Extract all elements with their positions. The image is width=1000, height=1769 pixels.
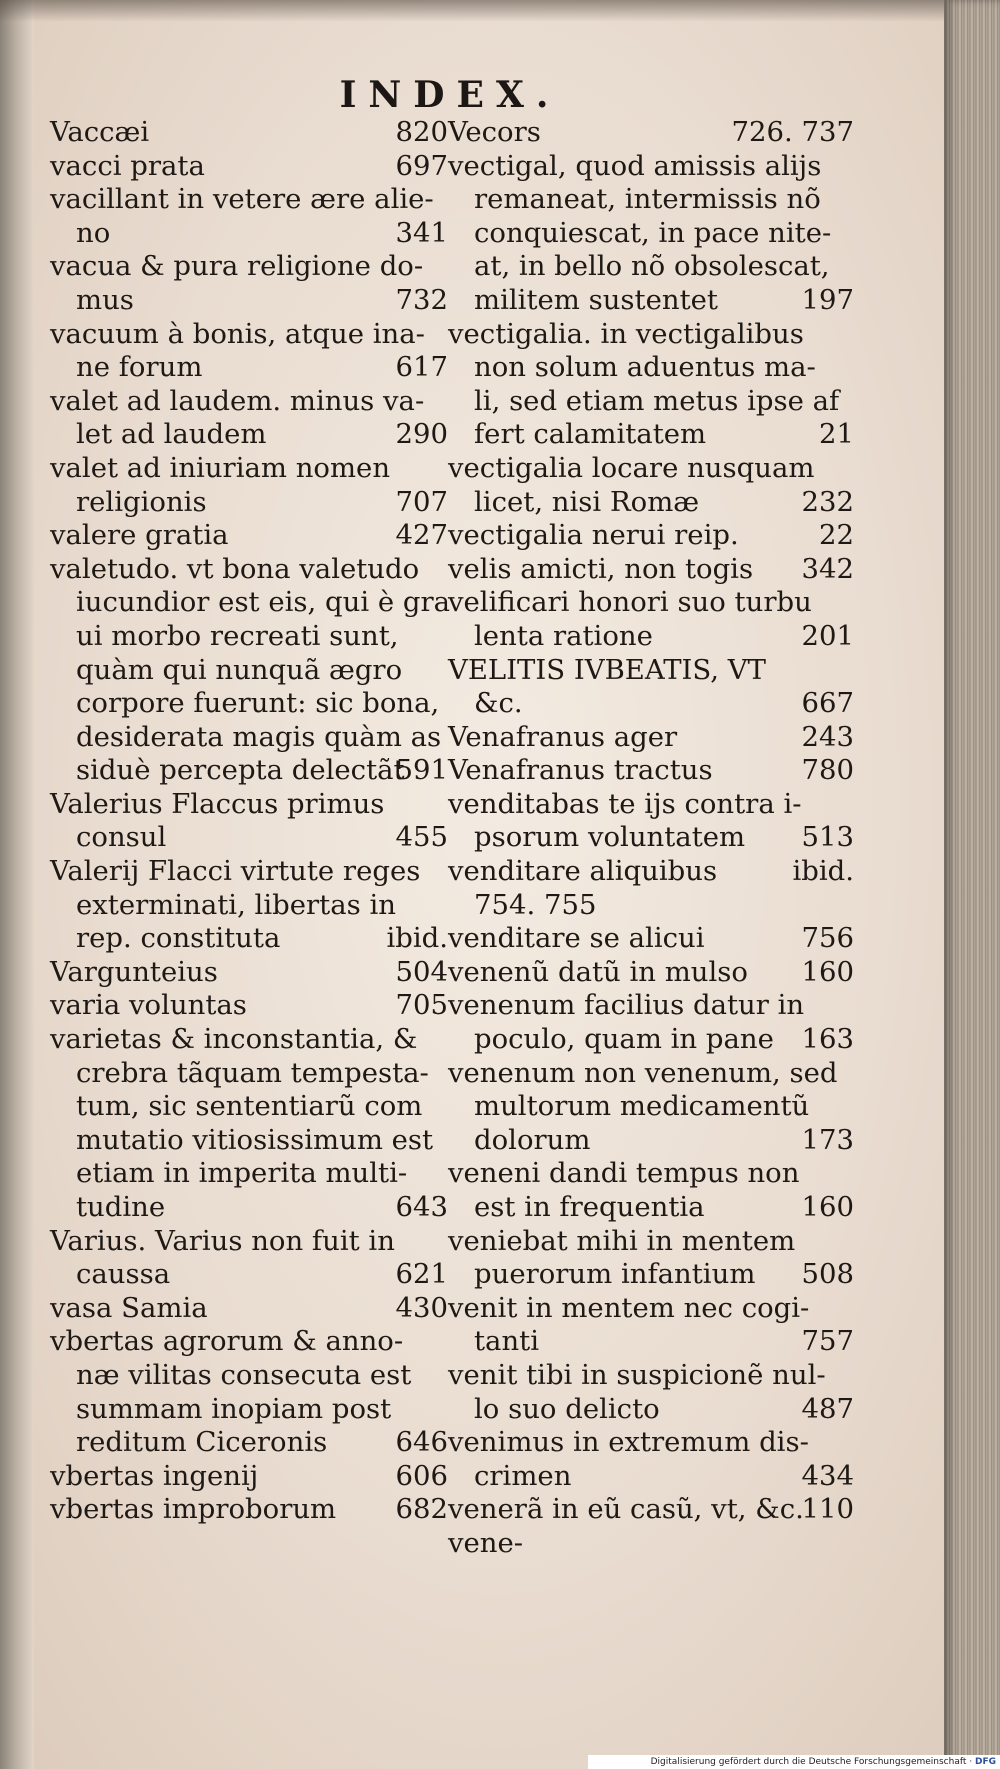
footer-text: Digitalisierung gefördert durch die Deutsche Forschungsgemeinschaft ·: [650, 1757, 973, 1767]
index-entry-line: [448, 1157, 854, 1191]
page-reference: 606: [395, 1459, 448, 1492]
entry-text: li, sed etiam metus ipse af: [474, 384, 840, 417]
index-entry-line: [448, 116, 854, 150]
entry-text: consul: [76, 821, 167, 854]
entry-text: &c.: [474, 687, 523, 720]
index-entry-line: [448, 922, 854, 956]
index-entry-line: [50, 754, 448, 788]
index-entry-line: [448, 1191, 854, 1225]
index-entry-line: [448, 754, 854, 788]
page-reference: 621: [395, 1258, 448, 1291]
page-gutter: [0, 0, 34, 1769]
page-reference: 434: [801, 1459, 854, 1492]
index-entry-line: [50, 586, 451, 620]
page-reference: 591: [395, 754, 448, 787]
index-entry-line: [50, 620, 448, 654]
entry-text: venenum non venenum, sed: [448, 1056, 838, 1089]
entry-text: vbertas improborum: [50, 1493, 337, 1526]
index-entry-line: [50, 1460, 448, 1494]
entry-text: valetudo. vt bona valetudo: [50, 552, 420, 585]
page-reference: 232: [801, 485, 854, 518]
entry-text: Vaccæi: [50, 116, 150, 148]
entry-text: remaneat, intermissis nõ: [474, 183, 821, 216]
entry-text: desiderata magis quàm as: [76, 720, 442, 753]
entry-text: dolorum: [474, 1123, 591, 1156]
entry-text: vbertas agrorum & anno-: [50, 1325, 404, 1358]
index-entry-line: [50, 889, 448, 923]
entry-text: vectigalia locare nusquam: [448, 451, 815, 484]
digitization-footer: [588, 1755, 1000, 1769]
entry-text: rep. constituta: [76, 922, 281, 955]
page-reference: ibid.: [792, 855, 854, 888]
entry-text: Vargunteius: [50, 955, 218, 988]
index-entry-line: [50, 1493, 448, 1527]
entry-text: multorum medicamentũ: [474, 1090, 810, 1123]
index-entry-line: [50, 1057, 448, 1091]
page-reference: 732: [395, 283, 448, 316]
entry-text: conquiescat, in pace nite-: [474, 216, 832, 249]
page-reference: 682: [395, 1493, 448, 1526]
entry-text: vectigal, quod amissis alijs: [448, 149, 822, 182]
index-entry-line: [448, 1292, 854, 1326]
entry-text: venenum facilius datur in: [448, 989, 805, 1022]
page-reference: 513: [801, 821, 854, 854]
page-reference: 342: [801, 552, 854, 585]
index-entry-line: [448, 1493, 854, 1527]
page-reference: 160: [801, 1191, 854, 1223]
index-entry-line: [50, 1090, 448, 1124]
index-entry-line: [448, 989, 854, 1023]
index-entry-line: [448, 855, 854, 889]
entry-text: let ad laudem: [76, 418, 267, 451]
page-reference: 780: [801, 754, 854, 787]
page-reference: 726. 737: [731, 116, 854, 148]
page-heading: INDEX.: [339, 74, 561, 116]
page-reference: ibid.: [386, 922, 448, 955]
index-entry-line: [50, 654, 448, 688]
entry-text: tum, sic sententiarũ com: [76, 1090, 423, 1123]
index-entry-line: [448, 1124, 854, 1158]
index-column-right: [448, 116, 854, 1561]
index-entry-line: [50, 922, 448, 956]
entry-text: veneni dandi tempus non: [448, 1157, 800, 1190]
entry-text: venenũ datũ in mulso: [448, 955, 748, 988]
entry-text: iucundior est eis, qui è gra: [76, 586, 451, 619]
index-entry-line: [50, 989, 448, 1023]
index-entry-line: [448, 318, 854, 352]
entry-text: no: [76, 216, 111, 249]
entry-text: at, in bello nõ obsolescat,: [474, 250, 830, 283]
entry-text: reditum Ciceronis: [76, 1426, 328, 1459]
page-reference: 617: [395, 351, 448, 384]
entry-text: næ vilitas consecuta est: [76, 1358, 412, 1391]
page-reference: 504: [395, 955, 448, 988]
page-reference: 21: [819, 418, 854, 451]
index-entry-line: [50, 687, 448, 721]
index-entry-line: [448, 418, 854, 452]
entry-text: religionis: [76, 485, 207, 518]
entry-text: venimus in extremum dis-: [448, 1426, 809, 1459]
entry-text: varia voluntas: [50, 989, 247, 1022]
entry-text: vacuum à bonis, atque ina-: [50, 317, 425, 350]
page-reference: 243: [801, 720, 854, 753]
page-reference: 173: [801, 1123, 854, 1156]
index-entry-line: [448, 821, 854, 855]
entry-text: caussa: [76, 1258, 171, 1291]
page-reference: 110: [801, 1493, 854, 1526]
index-entry-line: [50, 486, 448, 520]
page-reference: 508: [801, 1258, 854, 1291]
index-entry-line: [50, 1225, 448, 1259]
entry-text: tanti: [474, 1325, 540, 1358]
index-entry-line: [448, 1057, 854, 1091]
page-reference: 427: [395, 519, 448, 552]
index-entry-line: [448, 1359, 854, 1393]
index-entry-line: [448, 721, 854, 755]
index-entry-line: [448, 183, 854, 217]
entry-text: Vecors: [448, 116, 541, 148]
index-entry-line: [50, 452, 448, 486]
index-entry-line: [50, 351, 448, 385]
page-reference: 430: [395, 1291, 448, 1324]
entry-text: venit in mentem nec cogi-: [448, 1291, 810, 1324]
page-reference: 646: [395, 1426, 448, 1459]
index-entry-line: [50, 1393, 448, 1427]
index-entry-line: [50, 318, 448, 352]
page-reference: 756: [801, 922, 854, 955]
entry-text: fert calamitatem: [474, 418, 707, 451]
page-reference: 197: [801, 283, 854, 316]
page-reference: 820: [395, 116, 448, 148]
entry-text: Venafranus ager: [448, 720, 678, 753]
entry-text: valet ad laudem. minus va-: [50, 384, 425, 417]
entry-text: crimen: [474, 1459, 572, 1492]
index-entry-line: [50, 1292, 448, 1326]
index-entry-line: [448, 1225, 854, 1259]
index-entry-line: [448, 217, 854, 251]
index-entry-line: [50, 150, 448, 184]
index-entry-line: [50, 116, 448, 150]
index-entry-line: [50, 855, 448, 889]
page-reference: 757: [801, 1325, 854, 1358]
entry-text: ne forum: [76, 351, 203, 384]
index-entry-line: [50, 1325, 448, 1359]
page-reference: 22: [819, 519, 854, 552]
page-reference: 201: [801, 619, 854, 652]
entry-text: summam inopiam post: [76, 1392, 392, 1425]
index-entry-line: [50, 250, 448, 284]
index-entry-line: [448, 452, 854, 486]
page-reference: 290: [395, 418, 448, 451]
index-entry-line: [50, 183, 448, 217]
index-entry-line: [50, 217, 448, 251]
index-entry-line: [448, 1023, 854, 1057]
index-entry-line: [448, 889, 854, 923]
index-entry-line: [448, 654, 854, 688]
index-entry-line: [50, 284, 448, 318]
index-entry-line: [50, 1426, 448, 1460]
entry-text: venerã in eũ casũ, vt, &c.: [448, 1493, 804, 1526]
page-reference: 163: [801, 1023, 854, 1056]
entry-text: valere gratia: [50, 519, 229, 552]
page-reference: 487: [801, 1392, 854, 1425]
page-reference: 667: [801, 687, 854, 720]
index-entry-line: [448, 519, 854, 553]
entry-text: Valerius Flaccus primus: [50, 787, 385, 820]
index-entry-line: [50, 385, 448, 419]
entry-text: exterminati, libertas in: [76, 888, 396, 921]
entry-text: siduè percepta delectãt: [76, 754, 405, 787]
index-entry-line: [50, 1359, 448, 1393]
entry-text: corpore fuerunt: sic bona,: [76, 687, 440, 720]
index-entry-line: [448, 1426, 854, 1460]
index-entry-line: [448, 586, 854, 620]
index-entry-line: [50, 788, 448, 822]
entry-text: psorum voluntatem: [474, 821, 746, 854]
entry-text: vacci prata: [50, 149, 205, 182]
entry-text: vbertas ingenij: [50, 1459, 259, 1492]
index-entry-line: [50, 821, 448, 855]
entry-text: varietas & inconstantia, &: [50, 1023, 418, 1056]
entry-text: venit tibi in suspicionẽ nul-: [448, 1358, 826, 1391]
page-reference: 643: [395, 1191, 448, 1223]
index-entry-line: [448, 351, 854, 385]
index-entry-line: [50, 519, 448, 553]
index-entry-line: [448, 250, 854, 284]
index-entry-line: [448, 553, 854, 587]
entry-text: militem sustentet: [474, 283, 718, 316]
entry-text: vectigalia nerui reip.: [448, 519, 739, 552]
entry-text: Venafranus tractus: [448, 754, 713, 787]
entry-text: quàm qui nunquã ægro: [76, 653, 403, 686]
entry-text: vectigalia. in vectigalibus: [448, 317, 804, 350]
index-entry-line: [448, 284, 854, 318]
entry-text: ui morbo recreati sunt,: [76, 619, 399, 652]
index-entry-line: [50, 553, 448, 587]
entry-text: tudine: [76, 1191, 166, 1223]
page-edge: [944, 0, 1000, 1769]
entry-text: vasa Samia: [50, 1291, 208, 1324]
index-entry-line: [448, 620, 854, 654]
page-reference: 341: [395, 216, 448, 249]
page-reference: 160: [801, 955, 854, 988]
entry-text: velis amicti, non togis: [448, 552, 754, 585]
dfg-logo: DFG: [974, 1757, 996, 1767]
entry-text: lenta ratione: [474, 619, 653, 652]
entry-text: vacua & pura religione do-: [50, 250, 424, 283]
index-entry-line: [448, 150, 854, 184]
entry-text: mutatio vitiosissimum est: [76, 1123, 434, 1156]
entry-text: Varius. Varius non fuit in: [50, 1224, 395, 1257]
entry-text: mus: [76, 283, 134, 316]
entry-text: vacillant in vetere ære alie-: [50, 183, 434, 216]
entry-text: licet, nisi Romæ: [474, 485, 700, 518]
index-entry-line: [50, 721, 448, 755]
entry-text: lo suo delicto: [474, 1392, 660, 1425]
page-reference: 455: [395, 821, 448, 854]
index-entry-line: [448, 486, 854, 520]
index-entry-line: [50, 1124, 448, 1158]
index-entry-line: [448, 1090, 854, 1124]
entry-text: veniebat mihi in mentem: [448, 1224, 796, 1257]
page-reference: 705: [395, 989, 448, 1022]
index-entry-line: [448, 1258, 854, 1292]
index-entry-line: [50, 956, 448, 990]
index-entry-line: [50, 1258, 448, 1292]
index-entry-line: [448, 788, 854, 822]
index-entry-line: [50, 1023, 448, 1057]
index-entry-line: [448, 385, 854, 419]
page-reference: 707: [395, 485, 448, 518]
index-entry-line: [50, 1191, 448, 1225]
entry-text: venditare se alicui: [448, 922, 705, 955]
index-entry-line: [448, 1325, 854, 1359]
entry-text: venditabas te ijs contra i-: [448, 787, 802, 820]
index-entry-line: [50, 1157, 448, 1191]
page-reference: 697: [395, 149, 448, 182]
entry-text: venditare aliquibus: [448, 855, 718, 888]
entry-text: poculo, quam in pane: [474, 1023, 774, 1056]
entry-text: etiam in imperita multi-: [76, 1157, 408, 1190]
index-entry-line: [448, 1460, 854, 1494]
entry-text: 754. 755: [474, 888, 597, 921]
index-entry-line: [448, 956, 854, 990]
entry-text: valet ad iniuriam nomen: [50, 451, 391, 484]
index-entry-line: [50, 418, 448, 452]
index-column-left: [50, 116, 451, 1527]
entry-text: non solum aduentus ma-: [474, 351, 816, 384]
entry-text: puerorum infantium: [474, 1258, 756, 1291]
entry-text: VELITIS IVBEATIS, VT: [448, 653, 766, 686]
entry-text: est in frequentia: [474, 1191, 705, 1223]
index-entry-line: [448, 1393, 854, 1427]
entry-text: crebra tãquam tempesta-: [76, 1056, 429, 1089]
entry-text: vene-: [448, 1526, 524, 1559]
entry-text: velificari honori suo turbu: [448, 586, 812, 619]
index-entry-line: [448, 687, 854, 721]
entry-text: Valerij Flacci virtute reges: [50, 855, 421, 888]
catchword: [448, 1527, 854, 1561]
page-top-shadow: [0, 0, 1000, 22]
